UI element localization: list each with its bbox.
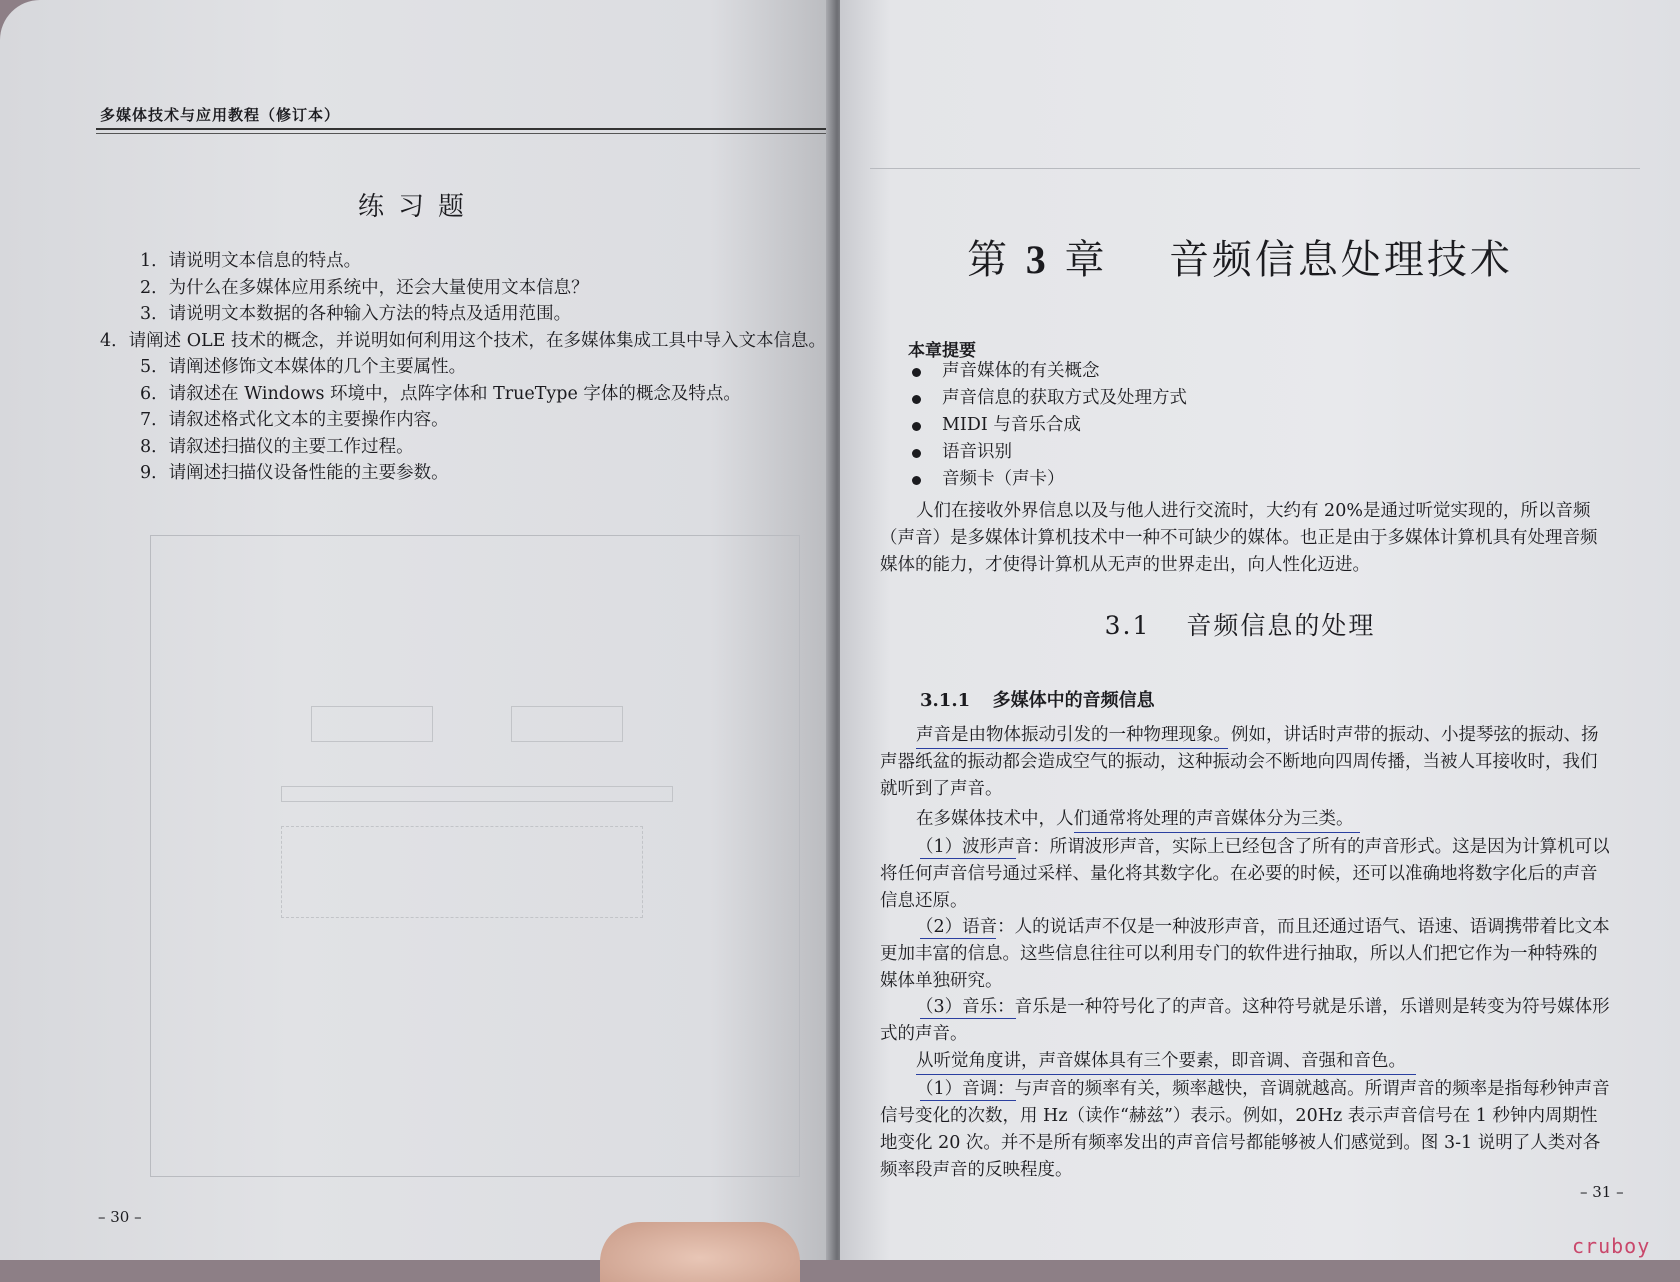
section-name: 音频信息的处理 [1186,611,1376,640]
summary-label: 本章提要 [908,341,976,361]
watermark: cruboy [1572,1234,1651,1258]
pen-underline [916,748,1228,749]
chapter-title [840,228,1640,285]
exercise-item: 5．请阐述修饰文本媒体的几个主要属性。 [140,357,467,377]
chapter-suffix: 章 [1064,237,1108,283]
exercise-item: 8．请叙述扫描仪的主要工作过程。 [140,436,414,457]
chapter-number: 3 [1025,237,1049,282]
section-number: 3.1 [1104,611,1151,640]
header-rule-thin [96,133,832,134]
running-head: 多媒体技术与应用教程（修订本） [100,106,341,124]
show-through-figure [150,535,800,1177]
body-paragraph: （3）音乐：音乐是一种符号化了的声音。这种符号就是乐谱，乐谱则是转变为符号媒体形式的声音。 [880,997,1610,1044]
exercise-item: 7．请叙述格式化文本的主要操作内容。 [140,410,449,430]
summary-item: 语音识别 [908,439,1187,466]
summary-item: 音频卡（声卡） [908,466,1187,493]
summary-item: 声音信息的获取方式及处理方式 [908,385,1187,412]
exercise-item: 1．请说明文本信息的特点。 [140,251,362,271]
exercise-item: 3．请说明文本数据的各种输入方法的特点及适用范围。 [140,304,572,324]
summary-list [908,358,1187,493]
pen-underline [920,1100,1016,1101]
page-number: – 31 – [1580,1183,1624,1201]
exercise-item: 4．请阐述 OLE 技术的概念，并说明如何利用这个技术，在多媒体集成工具中导入文本信息。 [100,330,826,351]
summary-item: 声音媒体的有关概念 [908,358,1187,385]
body-paragraph: （1）波形声音：所谓波形声音，实际上已经包含了所有的声音形式。这是因为计算机可以将任何声音信号通过采样、量化将其数字化。在必要的时候，还可以准确地将数字化后的声音信息还原。 [880,837,1610,911]
exercise-list [100,248,836,487]
pen-underline [916,1074,1416,1075]
show-through-box [511,706,623,742]
chapter-name: 音频信息处理技术 [1168,237,1513,283]
subsection-number: 3.1.1 [920,690,971,711]
show-through-rule [870,168,1640,169]
page-number: – 30 – [98,1208,142,1226]
section-title [840,606,1640,642]
body-paragraph: （2）语音：人的说话声不仅是一种波形声音，而且还通过语气、语速、语调携带着比文本更加丰富的信息。这些信息往往可以利用专门的软件进行抽取，所以人们把它作为一种特殊的媒体单独研究。 [880,917,1610,991]
exercise-title: 练习题 [357,192,478,222]
show-through-bar [281,786,673,802]
subsection-title [920,686,1155,712]
chapter-prefix: 第 [967,237,1011,283]
pen-underline [920,1018,1016,1019]
finger [600,1222,800,1282]
header-rule [96,128,832,130]
intro-paragraph: 人们在接收外界信息以及与他人进行交流时，大约有 20%是通过听觉实现的，所以音频（声音）是多媒体计算机技术中一种不可缺少的媒体。也正是由于多媒体计算机具有处理音频媒体的能力，才使得计算机从无声的世界走出，向人性化迈进。 [880,501,1598,575]
exercise-item: 9．请阐述扫描仪设备性能的主要参数。 [140,463,449,483]
exercise-item: 2．为什么在多媒体应用系统中，还会大量使用文本信息？ [140,277,589,298]
show-through-box [281,826,643,918]
body-paragraph: （1）音调：与声音的频率有关，频率越快，音调就越高。所谓声音的频率是指每秒钟声音信号变化的次数，用 Hz（读作“赫兹”）表示。例如，20Hz 表示声音信号在 1 秒钟内周期性地变化 20 次。并不是所有频率发出的声音信号都能够被人们感觉到。图 3-1 说明了人类对各频率段声音的反映程度。 [880,1079,1610,1180]
show-through-box [311,706,433,742]
left-page [0,0,836,1260]
subsection-name: 多媒体中的音频信息 [992,690,1155,711]
body-paragraph: 在多媒体技术中，人们通常将处理的声音媒体分为三类。 [916,809,1354,829]
body-paragraph: 从听觉角度讲，声音媒体具有三个要素，即音调、音强和音色。 [916,1051,1406,1071]
exercise-item: 6．请叙述在 Windows 环境中，点阵字体和 TrueType 字体的概念及特点。 [140,383,741,404]
summary-item: MIDI 与音乐合成 [908,412,1187,439]
body-paragraph: 声音是由物体振动引发的一种物理现象。例如，讲话时声带的振动、小提琴弦的振动、扬声器纸盆的振动都会造成空气的振动，这种振动会不断地向四周传播，当被人耳接收时，我们就听到了声音。 [880,725,1599,799]
pen-underline [920,858,1016,859]
pen-underline [1074,832,1360,833]
pen-underline [920,938,996,939]
